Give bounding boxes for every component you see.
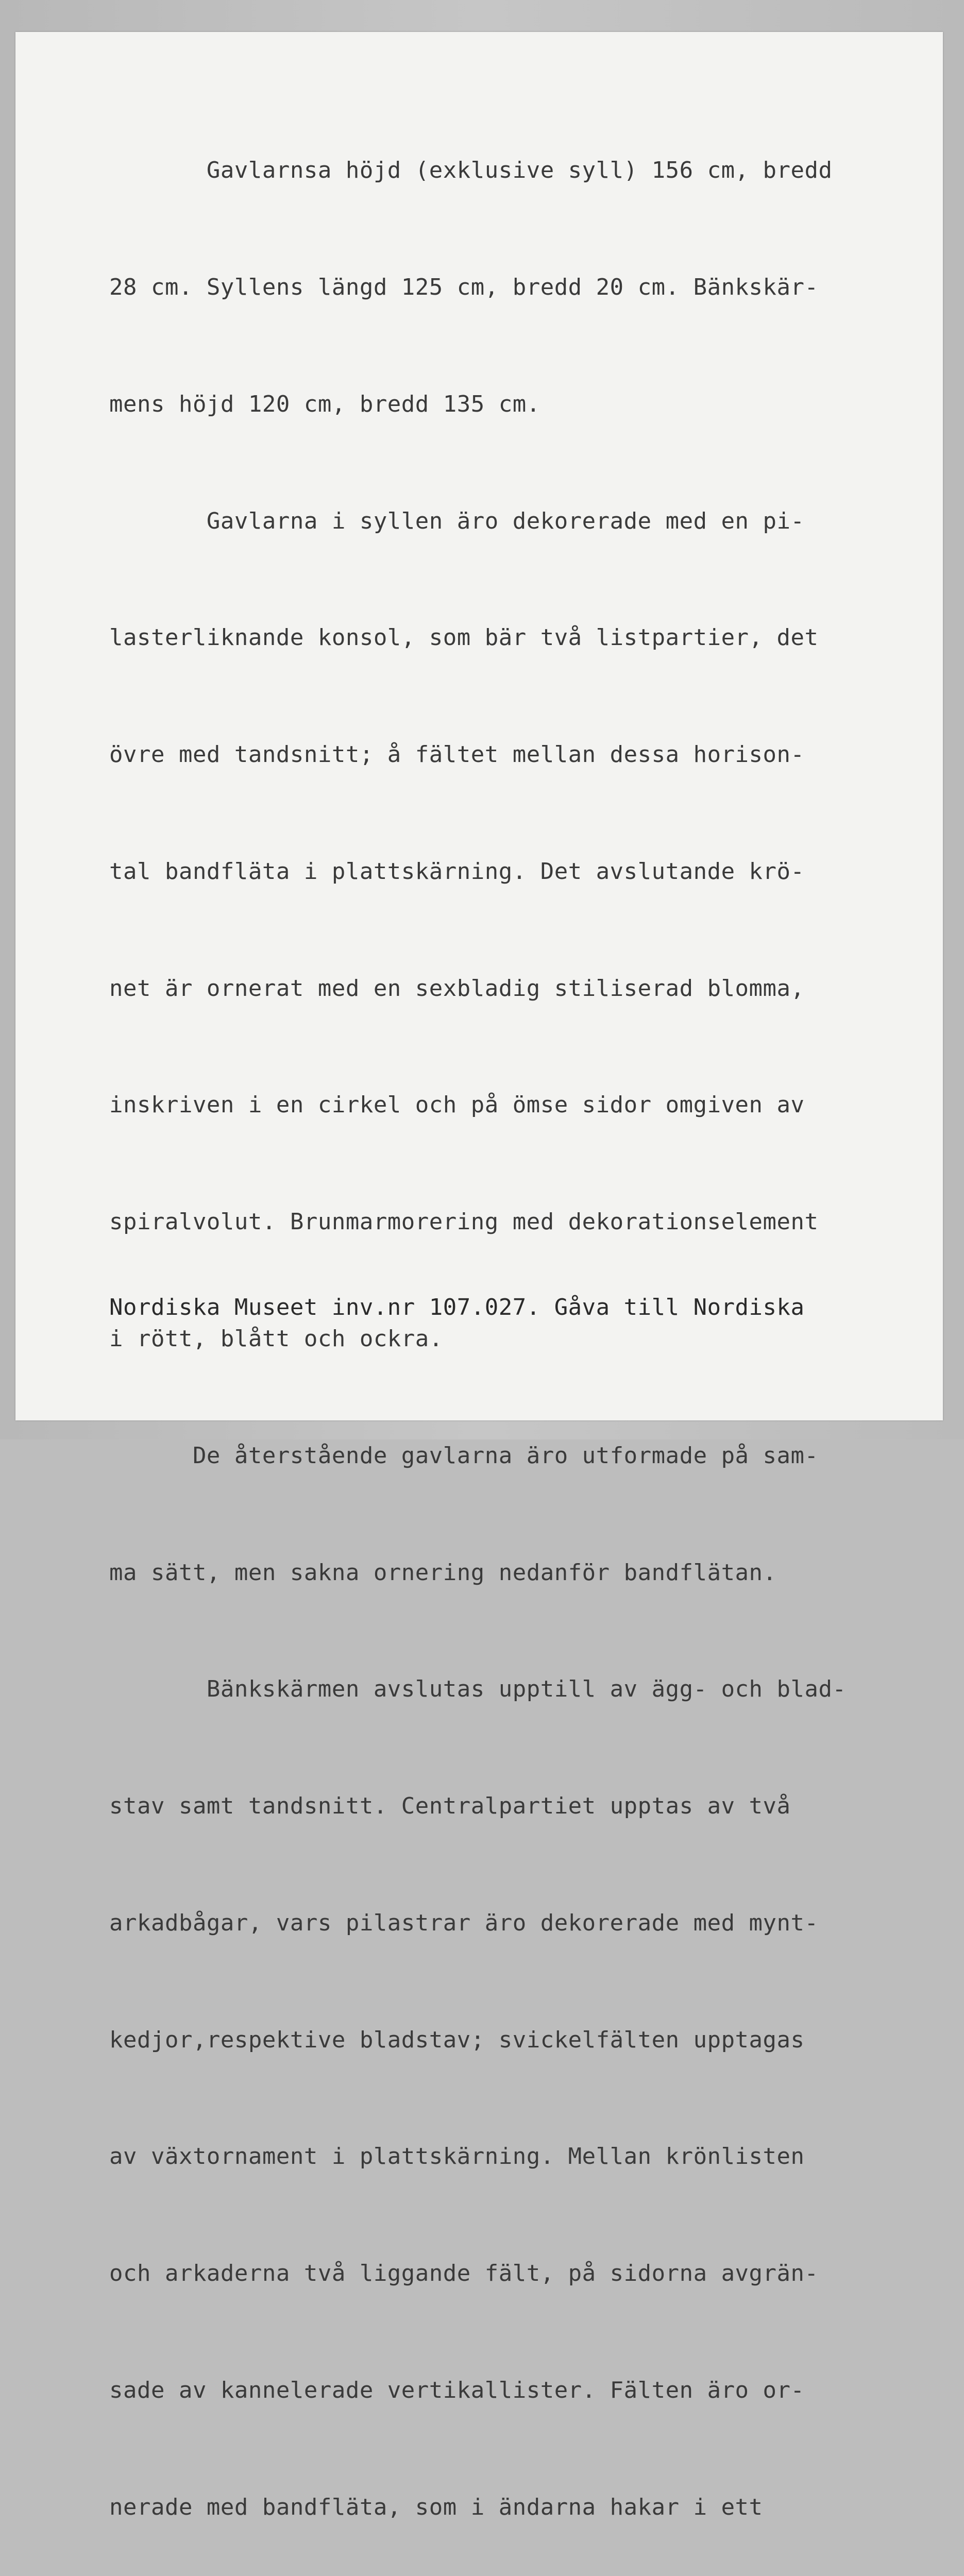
text-line: ma sätt, men sakna ornering nedanför bandflätan. [109, 1559, 777, 1586]
text-line: Gavlarna i syllen äro dekorerade med en pi- [109, 507, 805, 534]
text-line: inskriven i en cirkel och på ömse sidor omgiven av [109, 1092, 805, 1118]
text-line: 28 cm. Syllens längd 125 cm, bredd 20 cm. Bänkskär- [109, 274, 819, 300]
text-line: kedjor,respektive bladstav; svickelfälten upptagas [109, 2026, 805, 2053]
text-line: och arkaderna två liggande fält, på sidorna avgrän- [109, 2260, 819, 2287]
text-line: i rött, blått och ockra. [109, 1326, 443, 1352]
text-line: Gavlarnsa höjd (exklusive syll) 156 cm, bredd [109, 157, 833, 184]
text-line: tal bandfläta i plattskärning. Det avslutande krö- [109, 858, 805, 885]
text-line: av växtornament i plattskärning. Mellan krönlisten [109, 2143, 805, 2170]
text-line: mens höjd 120 cm, bredd 135 cm. [109, 391, 540, 417]
text-line: Bänkskärmen avslutas upptill av ägg- och blad- [109, 1676, 847, 1703]
text-line: övre med tandsnitt; å fältet mellan dessa horison- [109, 741, 805, 768]
text-line: nerade med bandfläta, som i ändarna hakar i ett [109, 2494, 763, 2520]
text-line: spiralvolut. Brunmarmorering med dekorationselement [109, 1209, 819, 1235]
text-line: lasterliknande konsol, som bär två listpartier, det [109, 624, 819, 651]
inventory-note: Nordiska Museet inv.nr 107.027. Gåva till Nordiska [109, 1294, 805, 1320]
text-line: sade av kannelerade vertikallister. Fälten äro or- [109, 2377, 805, 2404]
text-line: arkadbågar, vars pilastrar äro dekorerade med mynt- [109, 1909, 819, 1936]
text-line: De återstående gavlarna äro utformade på sam- [109, 1442, 819, 1469]
text-line: stav samt tandsnitt. Centralpartiet upptas av två [109, 1793, 791, 1820]
text-line: net är ornerat med en sexbladig stiliserad blomma, [109, 975, 805, 1002]
